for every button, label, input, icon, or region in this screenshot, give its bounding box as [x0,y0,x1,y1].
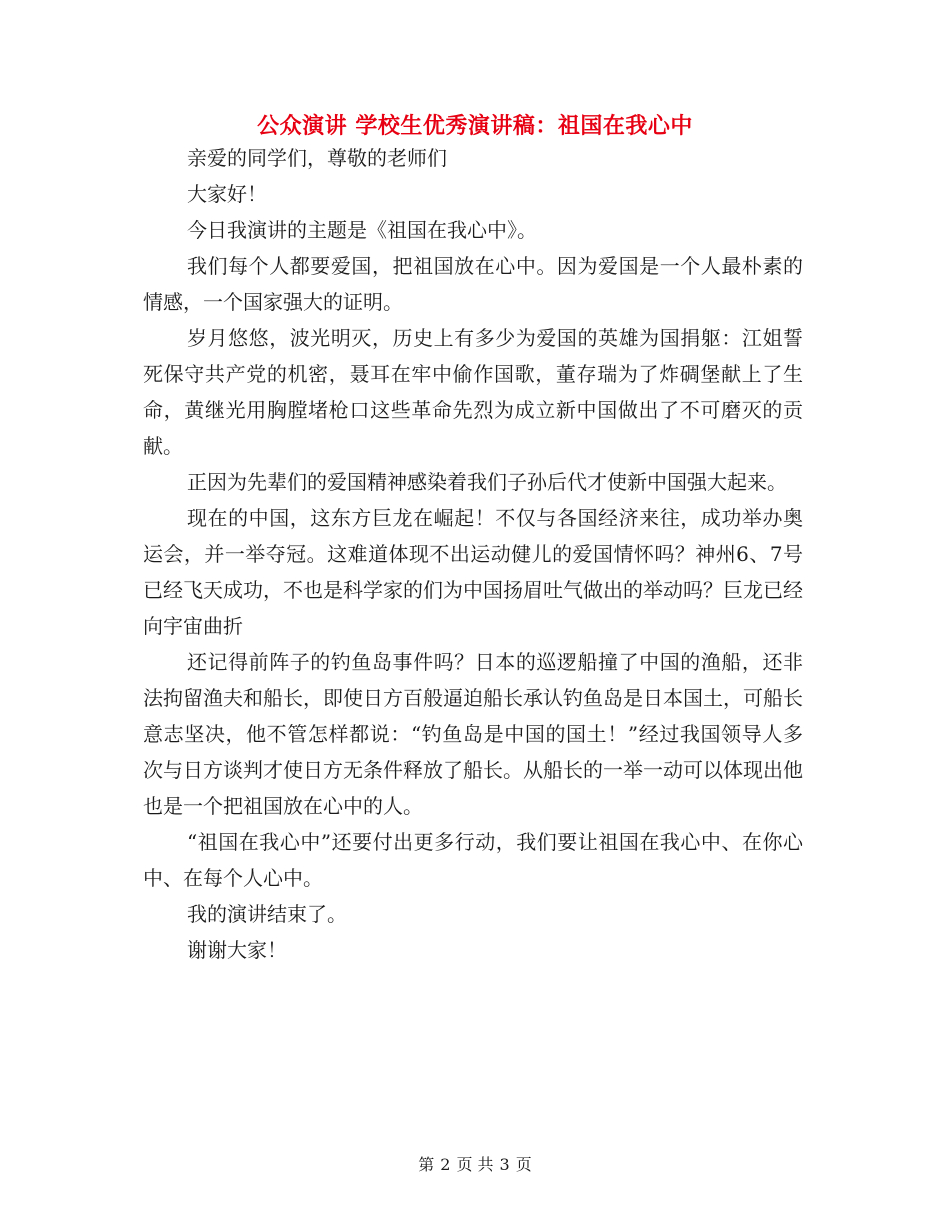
footer-prefix: 第 [418,1155,435,1174]
paragraph-rising-china: 现在的中国，这东方巨龙在崛起！不仅与各国经济来往，成功举办奥运会，并一举夺冠。这难道体现不出运动健儿的爱国情怀吗？神州6、7号已经飞天成功，不也是科学家的们为中国扬眉吐气做出的举动吗？巨龙已经向宇宙曲折 [143,506,803,638]
footer-total-pages: 3 [499,1155,510,1174]
footer-middle: 页 共 [456,1155,494,1174]
page-footer [0,1154,950,1176]
paragraph-ending: 我的演讲结束了。 [187,902,347,926]
footer-page-number: 2 [440,1155,451,1174]
paragraph-ancestors: 正因为先辈们的爱国精神感染着我们子孙后代才使新中国强大起来。 [187,470,787,494]
document-body [143,140,803,968]
paragraph-patriotism: 我们每个人都要爱国，把祖国放在心中。因为爱国是一个人最朴素的情感，一个国家强大的证明。 [143,254,803,314]
paragraph-heroes: 岁月悠悠，波光明灭，历史上有多少为爱国的英雄为国捐躯：江姐誓死保守共产党的机密，聂耳在牢中偷作国歌，董存瑞为了炸碉堡献上了生命，黄继光用胸膛堵枪口这些革命先烈为成立新中国做出了不可磨灭的贡献。 [143,326,803,458]
paragraph-thanks: 谢谢大家！ [187,938,287,962]
paragraph-greeting: 大家好！ [187,182,267,206]
paragraph-diaoyu-island: 还记得前阵子的钓鱼岛事件吗？日本的巡逻船撞了中国的渔船，还非法拘留渔夫和船长，即使日方百般逼迫船长承认钓鱼岛是日本国土，可船长意志坚决，他不管怎样都说：“钓鱼岛是中国的国土！”经过我国领导人多次与日方谈判才使日方无条件释放了船长。从船长的一举一动可以体现出他也是一个把祖国放在心中的人。 [143,650,803,818]
paragraph-topic: 今日我演讲的主题是《祖国在我心中》。 [187,218,537,242]
paragraph-salutation: 亲爱的同学们，尊敬的老师们 [187,146,447,170]
footer-suffix: 页 [515,1155,532,1174]
document-title: 公众演讲 学校生优秀演讲稿：祖国在我心中 [257,114,693,139]
paragraph-action: “祖国在我心中”还要付出更多行动，我们要让祖国在我心中、在你心中、在每个人心中。 [143,830,803,890]
